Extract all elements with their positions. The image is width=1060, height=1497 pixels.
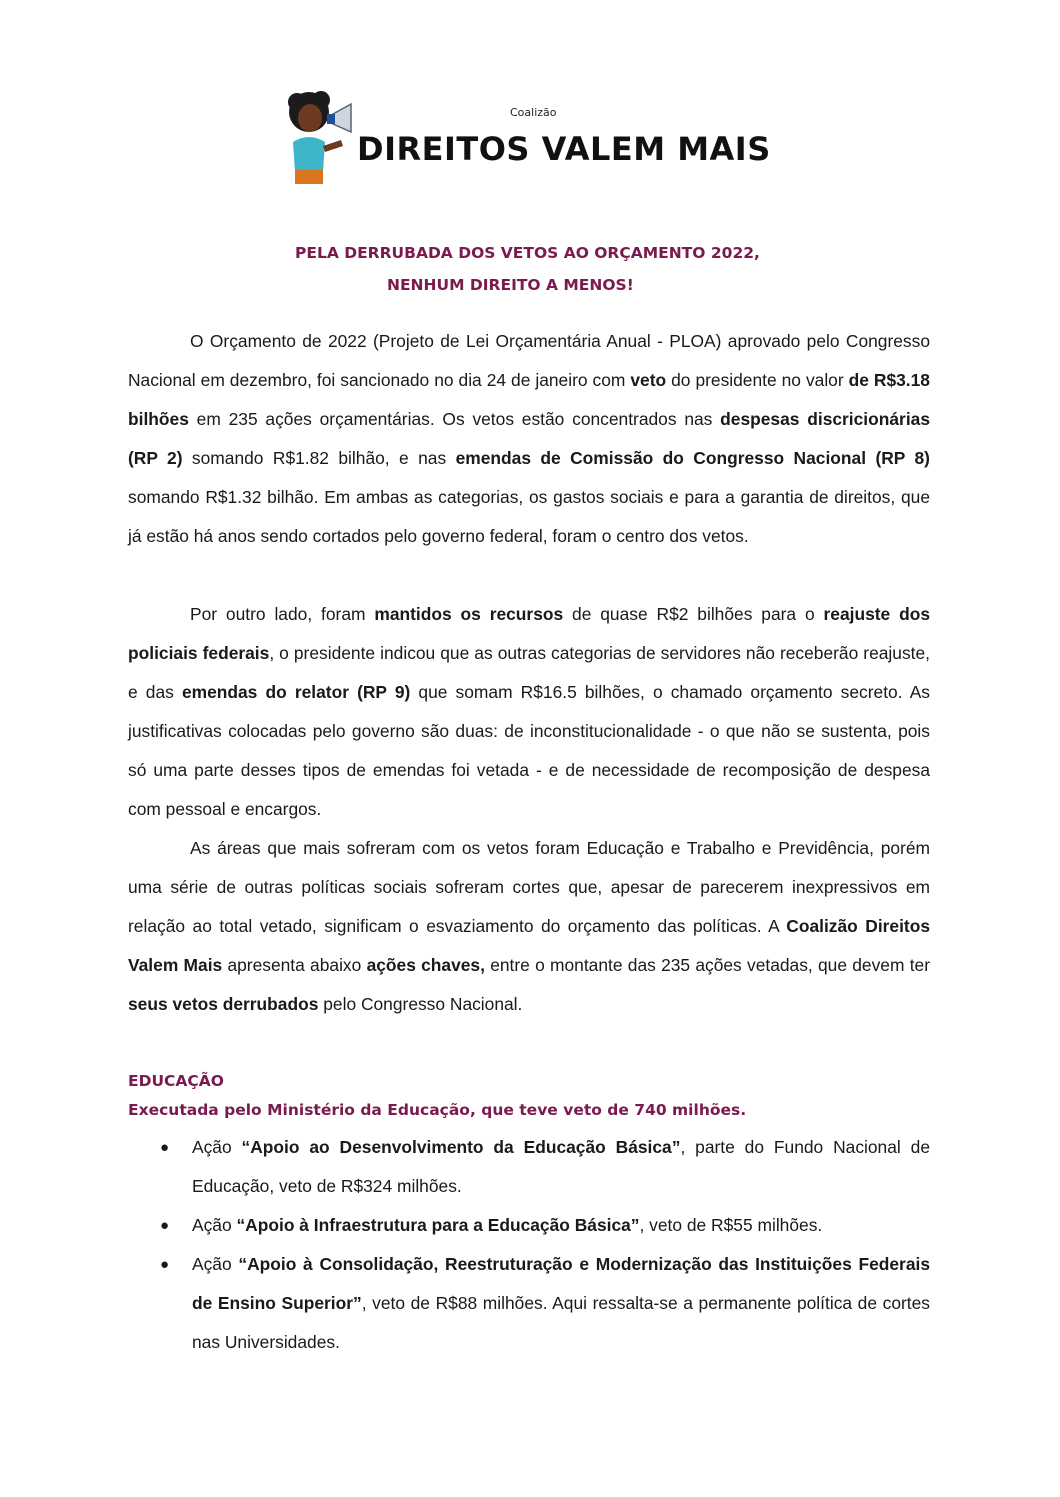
text-run: , veto de R$88 milhões. Aqui ressalta-se a permanente política de cortes nas Universidades. — [192, 1293, 930, 1352]
list-item — [128, 1206, 930, 1245]
list-item — [128, 1245, 930, 1362]
bullet-icon: ● — [160, 1217, 170, 1234]
bold-text: mantidos os recursos — [374, 604, 564, 624]
text-run: pelo Congresso Nacional. — [318, 994, 523, 1014]
text-run: Por outro lado, foram — [190, 604, 375, 624]
document-title-line-1: PELA DERRUBADA DOS VETOS AO ORÇAMENTO 2022, — [295, 244, 760, 262]
section-subheading: Executada pelo Ministério da Educação, que teve veto de 740 milhões. — [128, 1101, 747, 1119]
coalition-logo — [283, 90, 771, 190]
list-item — [128, 1128, 930, 1206]
activist-with-megaphone-icon — [283, 90, 355, 190]
bold-text: veto — [630, 370, 667, 390]
bold-text: emendas de Comissão do Congresso Nacional (RP 8) — [455, 448, 930, 468]
bullet-icon: ● — [160, 1256, 170, 1273]
bullet-icon: ● — [160, 1139, 170, 1156]
bold-text: despesas discricionárias (RP 2) — [128, 409, 930, 468]
text-run: apresenta abaixo — [222, 955, 367, 975]
text-run: Ação — [192, 1215, 237, 1235]
bold-text: de R$3.18 bilhões — [128, 370, 930, 429]
text-run: de quase R$2 bilhões para o — [563, 604, 824, 624]
bold-text: “Apoio à Consolidação, Reestruturação e Modernização das Instituições Federais de Ensino Superior” — [192, 1254, 930, 1313]
text-run: O Orçamento de 2022 (Projeto de Lei Orçamentária Anual - PLOA) aprovado pelo Congresso Nacional em dezembro, foi sancionado no dia 24 de janeiro com — [128, 331, 930, 390]
text-run: do presidente no valor — [666, 370, 849, 390]
paragraph-2 — [128, 595, 930, 829]
text-run: que somam R$16.5 bilhões, o chamado orçamento secreto. As justificativas colocadas pelo governo são duas: de inconstitucionalidade - o que não se sustenta, pois só uma parte desses tipos de emendas foi vetada - e de necessidade de recomposição de despesa com pessoal e encargos. — [128, 682, 930, 819]
section-heading: EDUCAÇÃO — [128, 1072, 224, 1090]
text-run: entre o montante das 235 ações vetadas, que devem ter — [484, 955, 930, 975]
text-run: , veto de R$55 milhões. — [639, 1215, 823, 1235]
bold-text: ações chaves, — [366, 955, 485, 975]
bold-text: reajuste dos policiais federais — [128, 604, 930, 663]
document-title-line-2: NENHUM DIREITO A MENOS! — [387, 276, 634, 294]
bold-text: “Apoio ao Desenvolvimento da Educação Básica” — [241, 1137, 681, 1157]
paragraph-1 — [128, 322, 930, 556]
text-run: Ação — [192, 1137, 242, 1157]
bold-text: seus vetos derrubados — [128, 994, 319, 1014]
action-list — [128, 1128, 930, 1362]
text-run: somando R$1.82 bilhão, e nas — [182, 448, 456, 468]
bold-text: emendas do relator (RP 9) — [181, 682, 411, 702]
paragraph-3 — [128, 829, 930, 1024]
logo-subtitle: Coalizão — [510, 106, 557, 119]
text-run: Ação — [192, 1254, 239, 1274]
bold-text: “Apoio à Infraestrutura para a Educação Básica” — [236, 1215, 640, 1235]
text-run: As áreas que mais sofreram com os vetos foram Educação e Trabalho e Previdência, porém uma série de outras políticas sociais sofreram cortes que, apesar de parecerem inexpressivos em relação ao total vetado, significam o esvaziamento do orçamento das políticas. A — [128, 838, 930, 936]
text-run: em 235 ações orçamentárias. Os vetos estão concentrados nas — [188, 409, 721, 429]
bold-text: Coalizão Direitos Valem Mais — [128, 916, 931, 975]
text-run: , o presidente indicou que as outras categorias de servidores não receberão reajuste, e das — [128, 643, 930, 702]
logo-name: DIREITOS VALEM MAIS — [357, 130, 771, 168]
text-run: , parte do Fundo Nacional de Educação, veto de R$324 milhões. — [192, 1137, 930, 1196]
text-run: somando R$1.32 bilhão. Em ambas as categorias, os gastos sociais e para a garantia de direitos, que já estão há anos sendo cortados pelo governo federal, foram o centro dos vetos. — [128, 487, 930, 546]
